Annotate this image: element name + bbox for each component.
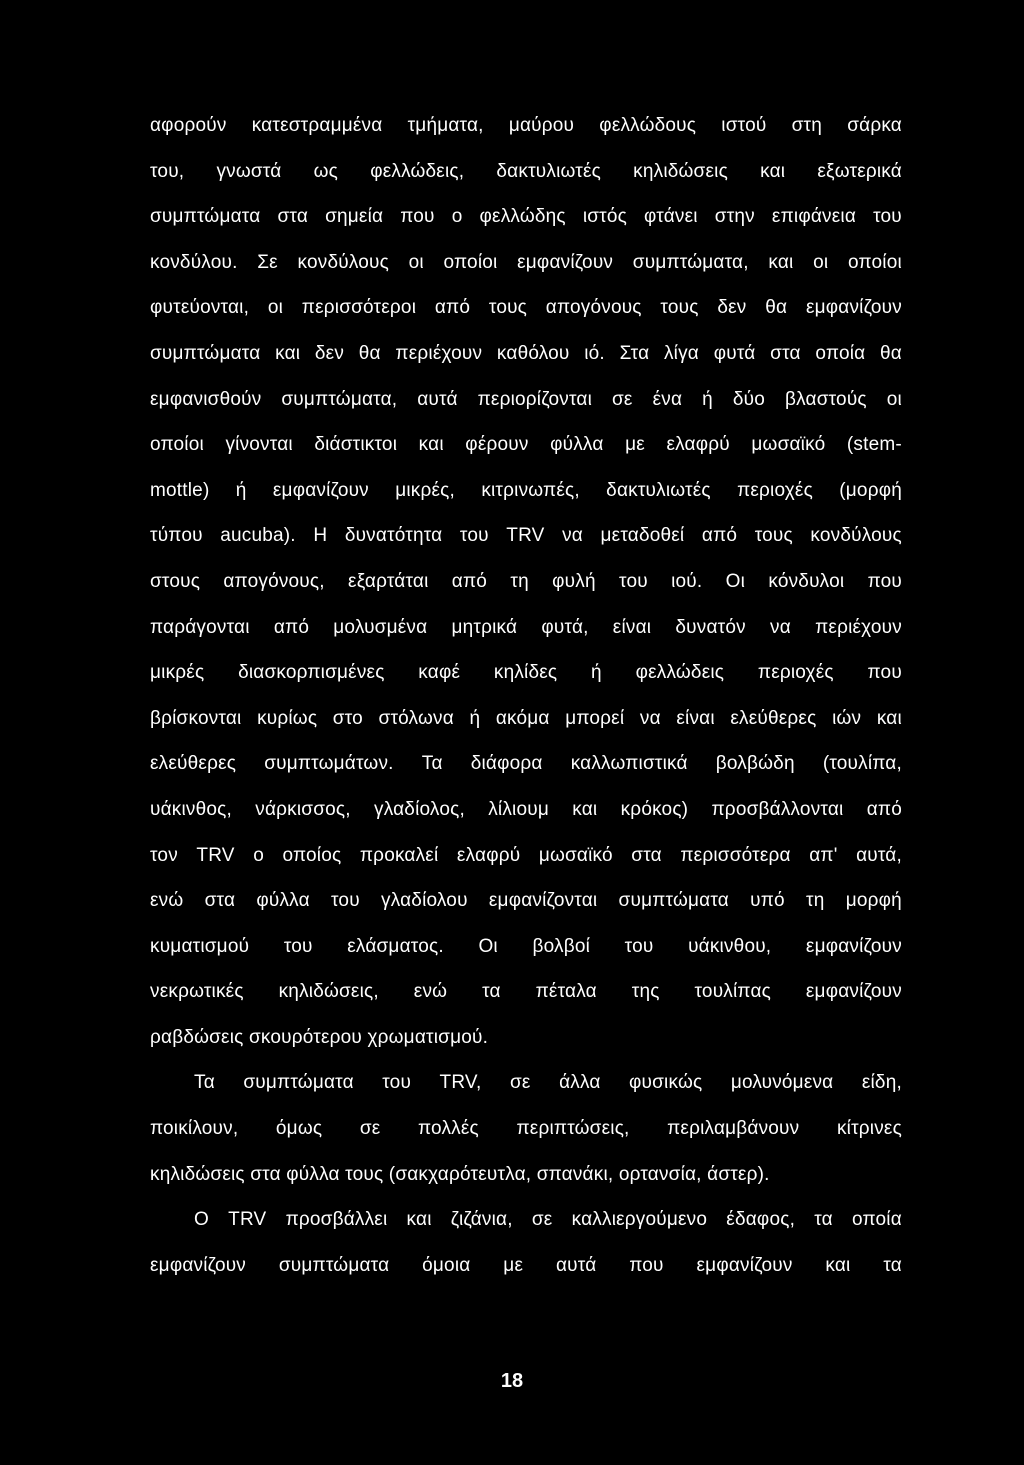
word: περιορίζονται [477,388,593,410]
word: του [382,1072,412,1094]
word: Τα [194,1072,215,1094]
word: από [273,616,310,638]
word: και [406,1209,432,1231]
word: πέταλα [535,981,597,1003]
word: TRV, [439,1072,482,1094]
word: περιέχουν [815,616,902,638]
word: στη [791,115,823,136]
word: τους [660,297,699,319]
word: ο [451,206,463,228]
word: φτάνει [644,206,698,228]
word: υάκινθος, [150,798,232,820]
word: μορφή [845,890,902,912]
word: συμπτώματα [618,890,729,912]
word: βρίσκονται [150,707,242,729]
text-line [150,969,902,1015]
word: φελλώδης [479,206,566,228]
word: κονδύλους [297,251,389,273]
word: οποία [852,1209,902,1231]
word: πολλές [418,1118,479,1140]
word: καφέ [418,662,461,684]
word: οι [408,251,424,273]
word: περισσότεροι [301,297,417,319]
text-line [150,1060,902,1106]
word: που [400,206,435,228]
word: υάκινθου, [688,935,772,957]
body-text [150,103,902,1288]
word: διασκορπισμένες [238,662,385,684]
text-line [150,696,902,742]
word: οποίοι [443,251,498,273]
text-line [150,194,902,240]
text-line [150,1197,902,1243]
word: μικρές [150,662,205,684]
word: προκαλεί [359,844,439,866]
word: μωσαϊκό [751,434,826,456]
page-number: 18 [500,1370,524,1392]
word: Η [313,525,328,547]
word: φυσικώς [629,1072,703,1094]
word: ζιζάνια, [450,1209,513,1231]
word: επιφάνεια [771,206,857,228]
word: σε [612,388,633,410]
word: του [873,206,902,228]
word: τα [814,1209,833,1231]
word: κίτρινες [836,1118,902,1140]
word: κυματισμού [150,935,250,957]
text-line [150,924,902,970]
word: άλλα [559,1072,601,1094]
word: που [867,570,902,592]
word: οι [886,388,902,410]
word: κηλίδες [493,662,558,684]
word: φύλλα [550,434,604,456]
word: Τα [421,753,443,775]
word: απογόνους, [223,570,325,592]
word: αφορούν [150,115,227,136]
word: είναι [676,707,715,729]
word: με [503,1254,524,1276]
word: αυτά [417,388,458,410]
word: νάρκισσος, [255,798,351,820]
word: κυρίως [257,707,318,729]
word: σημεία [325,206,384,228]
word: και [572,798,598,820]
word: να [770,616,791,638]
word: ή [591,662,602,684]
word: κιτρινωπές, [481,479,580,501]
word: απογόνους [545,297,642,319]
word: όμως [275,1118,323,1140]
word: υπό [750,890,785,912]
word: από [866,798,902,820]
word: οποία [815,342,866,364]
word: τη [510,570,529,592]
word: να [562,525,583,547]
text-line [150,422,902,468]
word: μεταδοθεί [600,525,685,547]
word: και [825,1254,851,1276]
word: παράγονται [150,616,250,638]
word: περιπτώσεις, [516,1118,630,1140]
word: mottle) [150,479,210,501]
word: στα [277,206,309,228]
word: να [639,707,661,729]
word: ο [253,844,264,866]
word: ελεύθερες [730,707,817,729]
word: λίγα [663,342,699,364]
word: δακτυλιωτές [496,160,601,182]
word: οποίοι [150,434,204,456]
word: εξωτερικά [817,160,902,182]
word: είναι [612,616,652,638]
word: νεκρωτικές [150,981,244,1003]
word: ή [235,479,247,501]
word: περιλαμβάνουν [667,1118,800,1140]
word: του, [150,160,185,182]
word: ελαφρύ [666,434,730,456]
word: με [625,434,645,456]
word: και [275,342,301,364]
word: Οι [725,570,746,592]
text-line [150,240,902,286]
word: ιού. [671,570,703,592]
text-line [150,650,902,696]
text-line [150,1106,902,1152]
word: περιοχές [757,662,834,684]
word: aucuba). [220,525,296,547]
word: TRV [196,844,235,866]
word: στο [332,707,363,729]
word: από [701,525,738,547]
word: του [331,890,360,912]
word: γλαδίολος, [374,798,465,820]
word: (τουλίπα, [822,753,902,775]
word: που [867,662,902,684]
word: διάφορα [470,753,543,775]
word: συμπτώματα [150,206,261,228]
word: Στα [619,342,650,364]
word: κατεστραμμένα [251,115,383,136]
word: θα [880,342,902,364]
word: καθόλου [496,342,570,364]
word: θα [765,297,788,319]
word: διάστικτοι [314,434,398,456]
word: τουλίπας [694,981,771,1003]
word: έδαφος, [726,1209,796,1231]
word: εμφανίζονται [488,890,598,912]
word: συμπτώματα, [632,251,749,273]
word: εμφανίζουν [272,479,369,501]
word: κηλιδώσεις, [278,981,379,1003]
word: συμπτώματα, [281,388,398,410]
word: μωσαϊκό [538,844,613,866]
word: είδη, [861,1072,902,1094]
text-line [150,1243,902,1289]
word: από [434,297,471,319]
word: κονδύλους [810,525,902,547]
text-line [150,741,902,787]
word: φέρουν [465,434,529,456]
word: συμπτώματα [278,1254,390,1276]
word: μικρές, [395,479,455,501]
word: οι [267,297,284,319]
word: φύλλα [256,890,310,912]
word: τα [883,1254,902,1276]
word: ελαφρύ [456,844,521,866]
word: σε [359,1118,381,1140]
word: καλλιεργούμενο [571,1209,708,1231]
word: περιέχουν [395,342,483,364]
word: απ' [809,844,838,866]
word: και [768,251,794,273]
word: ελεύθερες [150,753,237,775]
text-line [150,468,902,514]
word: τους [488,297,528,319]
word: ελάσματος. [347,935,444,957]
word: εμφανισθούν [150,388,262,410]
text-line [150,377,902,423]
text-line: κηλιδώσεις στα φύλλα τους (σακχαρότευτλα, σπανάκι, ορτανσία, άστερ). [150,1163,770,1185]
word: από [451,570,488,592]
word: της [631,981,660,1003]
word: τα [482,981,501,1003]
text-line [150,833,902,879]
word: γλαδίολου [381,890,468,912]
word: εμφανίζουν [805,297,902,319]
word: περισσότερα [680,844,791,866]
word: και [876,707,902,729]
word: και [760,160,786,182]
word: του [459,525,489,547]
word: μπορεί [565,707,625,729]
word: τμήματα, [407,115,484,136]
word: Σε [257,251,278,273]
word: στόλωνα [378,707,454,729]
word: ενώ [150,890,184,912]
word: σάρκα [847,115,902,136]
word: ή [702,388,713,410]
word: μαύρου [508,115,575,136]
word: προσβάλλει [285,1209,388,1231]
word: συμπτώματα [243,1072,354,1094]
word: θα [358,342,381,364]
word: δύο [732,388,765,410]
word: του [624,935,654,957]
word: δεν [314,342,345,364]
word: δυνατότητα [344,525,443,547]
word: γίνονται [225,434,293,456]
word: προσβάλλονται [711,798,844,820]
word: οποίος [282,844,342,866]
word: ενώ [413,981,448,1003]
word: ένα [652,388,683,410]
word: στα [770,342,801,364]
word: τον [150,844,178,866]
word: φυτά, [541,616,589,638]
word: στους [150,570,201,592]
word: δυνατόν [675,616,746,638]
word: όμοια [422,1254,471,1276]
word: κρόκος) [620,798,689,820]
word: ιστός [582,206,627,228]
word: TRV [506,525,545,547]
word: TRV [228,1209,267,1231]
word: δακτυλιωτές [606,479,711,501]
word: ακόμα [495,707,550,729]
word: συμπτώματα [150,342,261,364]
word: οποίοι [847,251,902,273]
word: φυτεύονται, [150,297,250,319]
word: ιών [832,707,862,729]
word: οι [813,251,829,273]
text-line [150,878,902,924]
word: εμφανίζουν [150,1254,247,1276]
word: κηλιδώσεις [633,160,728,182]
word: σε [509,1072,531,1094]
word: γνωστά [216,160,282,182]
text-line [150,149,902,195]
word: περιοχές [737,479,813,501]
word: Οι [478,935,498,957]
word: φελλώδεις, [370,160,465,182]
word: Ο [194,1209,209,1231]
word: ή [469,707,481,729]
word: βολβώδη [715,753,795,775]
word: που [629,1254,664,1276]
word: στα [631,844,662,866]
word: σε [531,1209,553,1231]
word: (μορφή [839,479,902,501]
word: (stem- [846,434,902,456]
word: βολβοί [532,935,591,957]
word: φελλώδους [599,115,697,136]
word: βλαστούς [784,388,867,410]
text-line [150,559,902,605]
word: ιό. [584,342,605,364]
word: τους [754,525,793,547]
word: κονδύλου. [150,251,238,273]
word: εμφανίζουν [696,1254,793,1276]
word: εμφανίζουν [517,251,614,273]
word: συμπτωμάτων. [264,753,394,775]
word: του [283,935,313,957]
word: τη [806,890,825,912]
text-line [150,605,902,651]
word: φυλή [552,570,596,592]
word: φελλώδεις [635,662,725,684]
word: στα [204,890,236,912]
word: εμφανίζουν [805,935,902,957]
word: μολυνόμενα [730,1072,834,1094]
word: φυτά [713,342,756,364]
word: καλλωπιστικά [570,753,688,775]
word: του [619,570,648,592]
word: αυτά [555,1254,597,1276]
word: μολυσμένα [333,616,428,638]
text-line: ραβδώσεις σκουρότερου χρωματισμού. [150,1026,489,1048]
text-line [150,513,902,559]
word: δεν [717,297,747,319]
word: ιστού [721,115,767,136]
word: στην [714,206,755,228]
word: εξαρτάται [348,570,429,592]
word: ποικίλουν, [150,1118,239,1140]
text-line [150,787,902,833]
word: λίλιουμ [488,798,549,820]
text-line [150,331,902,377]
word: μητρικά [451,616,518,638]
word: κόνδυλοι [768,570,845,592]
word: αυτά, [856,844,902,866]
text-line [150,285,902,331]
text-line [150,103,902,149]
word: τύπου [150,525,203,547]
word: εμφανίζουν [805,981,902,1003]
word: ως [313,160,339,182]
word: και [418,434,444,456]
